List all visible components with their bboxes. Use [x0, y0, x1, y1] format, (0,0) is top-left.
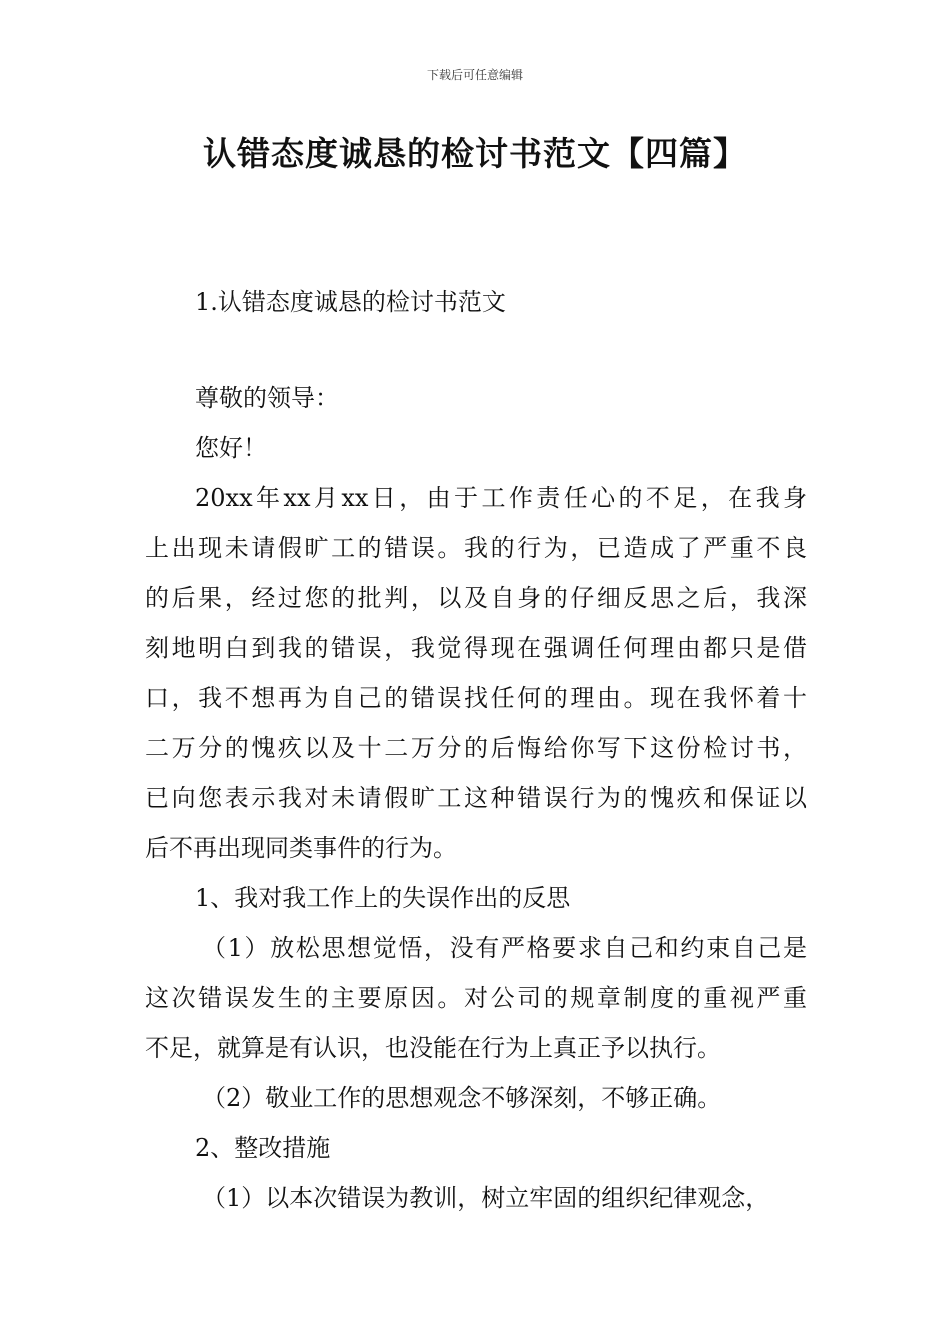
point-1-item-1 [145, 923, 807, 1073]
paragraph-line: 刻地明白到我的错误，我觉得现在强调任何理由都只是借 [145, 634, 807, 662]
paragraph-line: 上出现未请假旷工的错误。我的行为，已造成了严重不良 [145, 534, 807, 562]
section-heading: 1.认错态度诚恳的检讨书范文 [195, 288, 506, 316]
paragraph-line: 20xx年xx月xx日，由于工作责任心的不足，在我身 [195, 484, 807, 512]
salutation: 尊敬的领导： [195, 384, 339, 412]
point-1-item-2: （2）敬业工作的思想观念不够深刻，不够正确。 [202, 1084, 722, 1112]
paragraph-line: （1）放松思想觉悟，没有严格要求自己和约束自己是 [202, 934, 807, 962]
point-1-heading: 1、我对我工作上的失误作出的反思 [195, 884, 571, 912]
point-2-item-1: （1）以本次错误为教训，树立牢固的组织纪律观念， [202, 1184, 770, 1212]
point-2-heading: 2、整改措施 [195, 1134, 331, 1162]
paragraph-line: 口，我不想再为自己的错误找任何的理由。现在我怀着十 [145, 684, 807, 712]
header-note: 下载后可任意编辑 [426, 68, 523, 82]
greeting: 您好！ [195, 434, 267, 462]
document-title: 认错态度诚恳的检讨书范文【四篇】 [203, 134, 747, 173]
paragraph-line: 已向您表示我对未请假旷工这种错误行为的愧疚和保证以 [145, 784, 807, 812]
paragraph-1 [145, 473, 807, 873]
paragraph-line: 不足，就算是有认识，也没能在行为上真正予以执行。 [145, 1034, 721, 1062]
paragraph-line: 后不再出现同类事件的行为。 [145, 834, 457, 862]
paragraph-line: 这次错误发生的主要原因。对公司的规章制度的重视严重 [145, 984, 807, 1012]
paragraph-line: 的后果，经过您的批判，以及自身的仔细反思之后，我深 [145, 584, 807, 612]
section-heading-block [145, 277, 807, 327]
paragraph-line: 二万分的愧疚以及十二万分的后悔给你写下这份检讨书， [145, 734, 807, 762]
letter-body [145, 373, 807, 1223]
